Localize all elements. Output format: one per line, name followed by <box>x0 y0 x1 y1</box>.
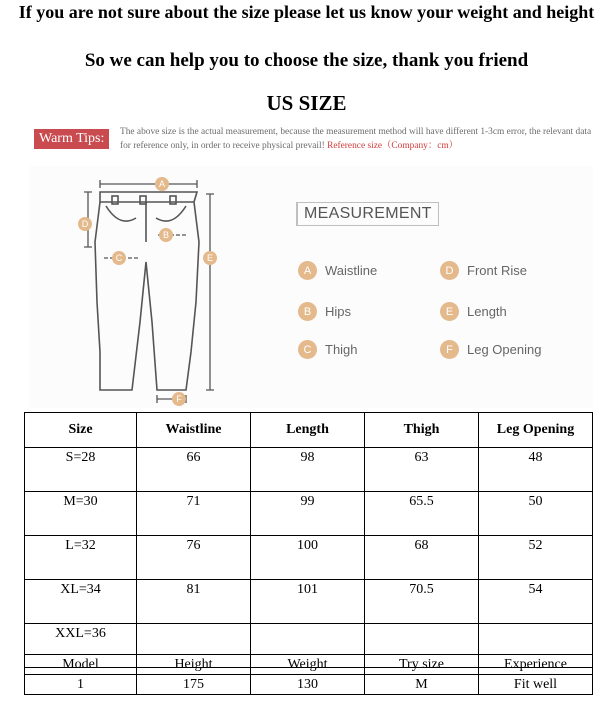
header-leg-opening: Leg Opening <box>479 413 593 448</box>
marker-f <box>172 392 186 406</box>
svg-text:C: C <box>115 253 123 263</box>
legend-label: Leg Opening <box>467 342 542 357</box>
table-cell: 98 <box>251 448 365 492</box>
table-cell: 48 <box>479 448 593 492</box>
table-cell: 100 <box>251 536 365 580</box>
letter-e-icon: E <box>440 302 459 321</box>
letter-b-icon: B <box>298 302 317 321</box>
table-row <box>25 675 593 695</box>
letter-f-icon: F <box>440 340 459 359</box>
table-cell: Fit well <box>479 675 593 695</box>
warm-tips-body: The above size is the actual measurement, because the measurement method will have different 1-3cm error, the relevant data for reference only, in order to receive physical prevail! <box>120 127 592 151</box>
warm-tips-label: Warm Tips: <box>34 129 109 149</box>
table-cell: 52 <box>479 536 593 580</box>
legend-front-rise <box>440 261 527 280</box>
table-cell: 66 <box>137 448 251 492</box>
table-cell: XXL=36 <box>25 624 137 668</box>
reference-size-note: Reference size（Company：cm） <box>327 141 459 151</box>
table-row <box>25 492 593 536</box>
svg-text:A: A <box>158 179 166 189</box>
svg-text:E: E <box>206 253 214 263</box>
svg-text:D: D <box>81 219 89 229</box>
table-cell: XL=34 <box>25 580 137 624</box>
header-model: Model <box>25 655 137 675</box>
table-cell: 130 <box>251 675 365 695</box>
legend-label: Hips <box>325 304 352 319</box>
header-height: Height <box>137 655 251 675</box>
model-table-header <box>25 655 593 675</box>
svg-text:B: B <box>162 230 170 240</box>
table-cell: 68 <box>365 536 479 580</box>
table-cell: 63 <box>365 448 479 492</box>
header-size: Size <box>25 413 137 448</box>
legend-label: Front Rise <box>467 263 527 278</box>
table-cell: 65.5 <box>365 492 479 536</box>
legend-thigh <box>298 340 358 359</box>
table-cell: 175 <box>137 675 251 695</box>
table-cell: L=32 <box>25 536 137 580</box>
table-row <box>25 580 593 624</box>
marker-c <box>112 251 126 265</box>
legend-leg-opening <box>440 340 541 359</box>
table-cell: 54 <box>479 580 593 624</box>
legend-length <box>440 302 507 321</box>
table-cell: S=28 <box>25 448 137 492</box>
header-experience: Experience <box>479 655 593 675</box>
size-notice-line1: If you are not sure about the size please let us know your weight and height <box>18 2 595 22</box>
header-try-size: Try size <box>365 655 479 675</box>
size-notice-line2: So we can help you to choose the size, thank you friend <box>84 50 529 71</box>
table-cell: 1 <box>25 675 137 695</box>
legend-label: Length <box>467 304 507 319</box>
table-cell: M <box>365 675 479 695</box>
warm-tips-text <box>120 125 600 153</box>
header-length: Length <box>251 413 365 448</box>
legend-hips <box>298 302 351 321</box>
marker-a <box>155 177 169 191</box>
marker-d <box>78 217 92 231</box>
table-cell: 81 <box>137 580 251 624</box>
table-cell: 71 <box>137 492 251 536</box>
header-thigh: Thigh <box>365 413 479 448</box>
legend-label: Thigh <box>325 342 358 357</box>
table-cell: 76 <box>137 536 251 580</box>
letter-a-icon: A <box>298 261 317 280</box>
table-cell: 50 <box>479 492 593 536</box>
size-table-header <box>25 413 593 448</box>
table-cell: 99 <box>251 492 365 536</box>
letter-c-icon: C <box>298 340 317 359</box>
header-waistline: Waistline <box>137 413 251 448</box>
marker-e <box>203 251 217 265</box>
table-row <box>25 448 593 492</box>
svg-text:F: F <box>176 394 182 404</box>
page-title: US SIZE <box>266 91 347 115</box>
table-row <box>25 536 593 580</box>
pants-diagram-icon <box>60 172 240 408</box>
legend-label: Waistline <box>325 263 378 278</box>
table-cell: 101 <box>251 580 365 624</box>
legend-waistline <box>298 261 377 280</box>
header-weight: Weight <box>251 655 365 675</box>
measurement-heading: MEASUREMENT <box>296 202 439 226</box>
size-table <box>24 412 593 668</box>
letter-d-icon: D <box>440 261 459 280</box>
marker-b <box>159 228 173 242</box>
table-cell: 70.5 <box>365 580 479 624</box>
model-table <box>24 654 593 695</box>
table-cell: M=30 <box>25 492 137 536</box>
